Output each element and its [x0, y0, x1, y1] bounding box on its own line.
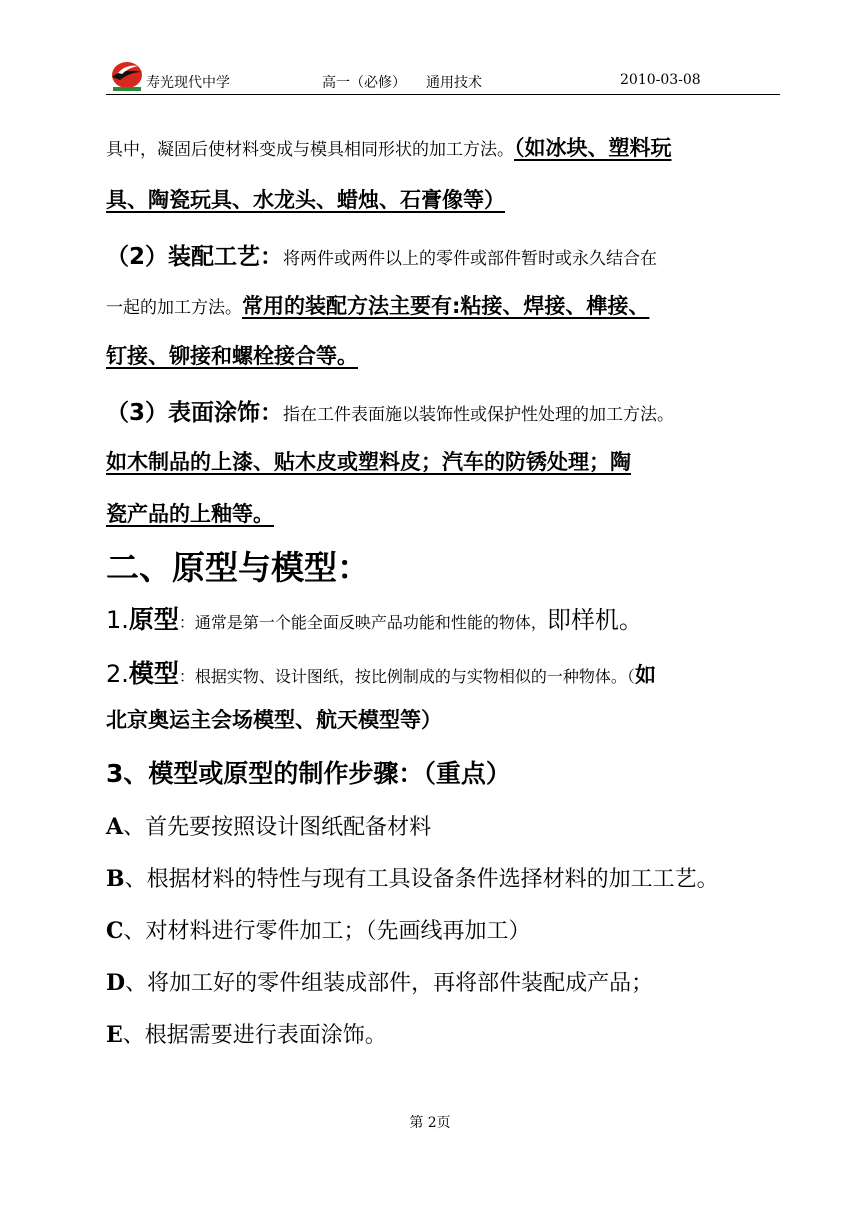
step-text: 、将加工好的零件组装成部件，再将部件装配成产品；	[125, 971, 654, 996]
para1-emphasis-b: 具、陶瓷玩具、水龙头、蜡烛、石膏像等）	[106, 188, 505, 212]
step-letter: E	[106, 1022, 123, 1048]
steps-heading	[106, 754, 782, 790]
step-text: 、对材料进行零件加工；（先画线再加工）	[123, 919, 531, 944]
item1-tail: 即样机。	[546, 606, 643, 634]
para1-emphasis-a: （如冰块、塑料玩	[514, 136, 672, 160]
page-header	[106, 58, 780, 95]
step-letter: D	[106, 970, 126, 996]
para3-label: （3）表面涂饰：	[106, 400, 284, 426]
section-heading	[106, 542, 782, 589]
item1-definition: ：通常是第一个能全面反映产品功能和性能的物体，	[178, 613, 547, 632]
step-text: 、根据材料的特性与现有工具设备条件选择材料的加工工艺。	[124, 867, 719, 892]
item2-tail-a: 如	[634, 663, 656, 687]
item2-line2	[106, 704, 782, 734]
header-date: 2010-03-08	[620, 72, 701, 88]
para1-line2	[106, 184, 782, 214]
header-subject: 通用技术	[426, 75, 482, 91]
para1-line1	[106, 132, 782, 162]
para2-line3	[106, 340, 782, 370]
para2-text-b: 一起的加工方法。	[106, 298, 242, 318]
header-course: 高一（必修）	[322, 75, 406, 91]
item2-definition: ：根据实物、设计图纸，按比例制成的与实物相似的一种物体。（	[178, 667, 635, 686]
para3-line3	[106, 498, 782, 528]
para2-line1	[106, 238, 782, 271]
para3-line2	[106, 446, 782, 476]
header-school: 寿光现代中学	[146, 75, 230, 91]
step-e	[106, 1018, 782, 1049]
step-b	[106, 862, 782, 893]
steps-title: 3、模型或原型的制作步骤：（重点）	[106, 759, 511, 788]
para2-emphasis-a: 常用的装配方法主要有:粘接、焊接、榫接、	[242, 294, 650, 318]
item2-term: 模型	[128, 659, 179, 688]
para3-emphasis-b: 瓷产品的上釉等。	[106, 502, 274, 526]
step-d	[106, 966, 782, 997]
step-text: 、首先要按照设计图纸配备材料	[123, 815, 432, 840]
step-a	[106, 810, 782, 841]
step-text: 、根据需要进行表面涂饰。	[122, 1023, 387, 1048]
item2-line1	[106, 654, 782, 690]
step-c	[106, 914, 782, 945]
step-letter: A	[106, 814, 124, 840]
step-letter: B	[106, 866, 125, 892]
para3-emphasis-a: 如木制品的上漆、贴木皮或塑料皮；汽车的防锈处理；陶	[106, 450, 631, 474]
para2-label: （2）装配工艺：	[106, 244, 284, 270]
item2-tail-b: 北京奥运主会场模型、航天模型等）	[106, 708, 442, 732]
para2-line2	[106, 290, 782, 320]
page-number: 第 2页	[409, 1115, 451, 1131]
para1-text: 具中，凝固后使材料变成与模具相同形状的加工方法。	[106, 140, 514, 160]
para2-emphasis-b: 钉接、铆接和螺栓接合等。	[106, 344, 358, 368]
step-letter: C	[106, 918, 124, 944]
para2-text-a: 将两件或两件以上的零件或部件暂时或永久结合在	[283, 249, 658, 269]
school-logo	[110, 60, 144, 92]
item1-number: 1.	[106, 606, 129, 634]
item1-line	[106, 600, 782, 636]
para3-text: 指在工件表面施以装饰性或保护性处理的加工方法。	[283, 405, 675, 425]
para3-line1	[106, 394, 782, 427]
section-title: 二、原型与模型：	[106, 548, 370, 587]
item1-term: 原型	[128, 605, 179, 634]
item2-number: 2.	[106, 660, 129, 688]
